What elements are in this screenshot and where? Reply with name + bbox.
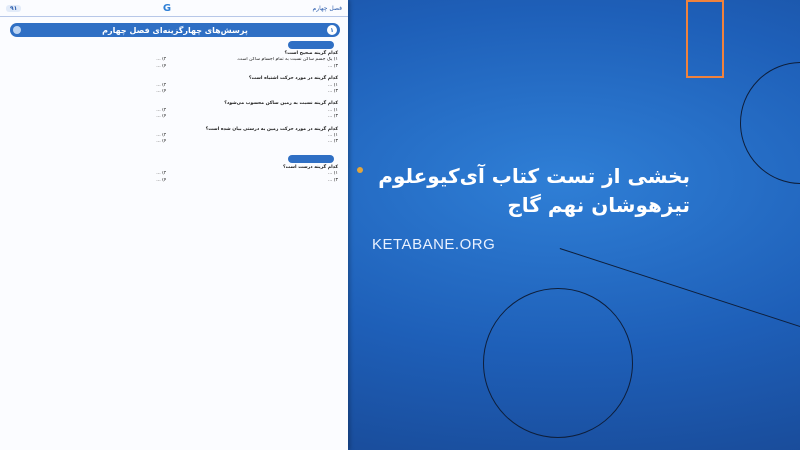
option: ۳) ...	[327, 177, 338, 183]
page-header	[0, 0, 348, 17]
option: ۳) ...	[327, 63, 338, 69]
option: ۲) ...	[156, 107, 167, 113]
slide-title-line-2: تیزهوشان نهم گاج	[507, 193, 690, 217]
question-3	[0, 101, 348, 120]
question-stem: کدام گزینه صحیح است؟	[284, 51, 338, 56]
option: ۴) ...	[156, 177, 167, 183]
page-number: ۹۱	[6, 5, 21, 12]
publisher-logo-icon: G	[162, 2, 172, 14]
option: ۲) ...	[156, 171, 167, 177]
option: ۴) ...	[156, 139, 167, 145]
banner-title: پرسش‌های چهارگزینه‌ای فصل چهارم	[102, 25, 248, 35]
option: ۴) ...	[156, 114, 167, 120]
option: ۲) ...	[156, 82, 167, 88]
question-4	[0, 127, 348, 146]
circle-decoration-top	[740, 62, 800, 184]
option: ۳) ...	[327, 89, 338, 95]
section-tag	[288, 41, 334, 49]
question-5	[0, 165, 348, 184]
question-stem: کدام گزینه نسبت به زمین ساکن محسوب می‌شود؟	[224, 101, 338, 107]
option: ۲) ...	[156, 57, 167, 63]
option: ۳) ...	[327, 139, 338, 145]
option: ۳) ...	[327, 114, 338, 120]
option: ۴) ...	[156, 63, 167, 69]
question-stem: کدام گزینه در مورد حرکت زمین به درستی بیان شده است؟	[205, 126, 338, 132]
option: ۱) ...	[327, 107, 338, 113]
question-stem: کدام گزینه درست است؟	[283, 164, 338, 170]
banner-tail-icon	[13, 26, 21, 34]
option: ۴) ...	[156, 89, 167, 95]
option: ۱) یک جسم ساکن نسبت به تمام اجسام ساکن است.	[236, 57, 338, 63]
website-label: KETABANE.ORG	[372, 236, 496, 253]
section-tag	[288, 155, 334, 163]
page-banner	[10, 23, 340, 37]
scanned-book-page	[0, 0, 348, 450]
slide-title-line-1: بخشی از تست کتاب آی‌کیوعلوم	[378, 164, 690, 188]
bullet-icon	[357, 167, 363, 173]
question-stem: کدام گزینه در مورد حرکت اشتباه است؟	[248, 76, 338, 82]
option: ۱) ...	[327, 171, 338, 177]
banner-number-icon: ۱	[327, 25, 337, 35]
question-2	[0, 76, 348, 95]
circle-decoration-bottom	[483, 288, 633, 438]
orange-frame-decoration	[686, 0, 724, 78]
option: ۱) ...	[327, 133, 338, 139]
slide-title	[372, 162, 690, 220]
question-1	[0, 51, 348, 70]
option: ۱) ...	[327, 82, 338, 88]
page-chapter-label: فصل چهارم	[312, 4, 342, 12]
option: ۲) ...	[156, 133, 167, 139]
